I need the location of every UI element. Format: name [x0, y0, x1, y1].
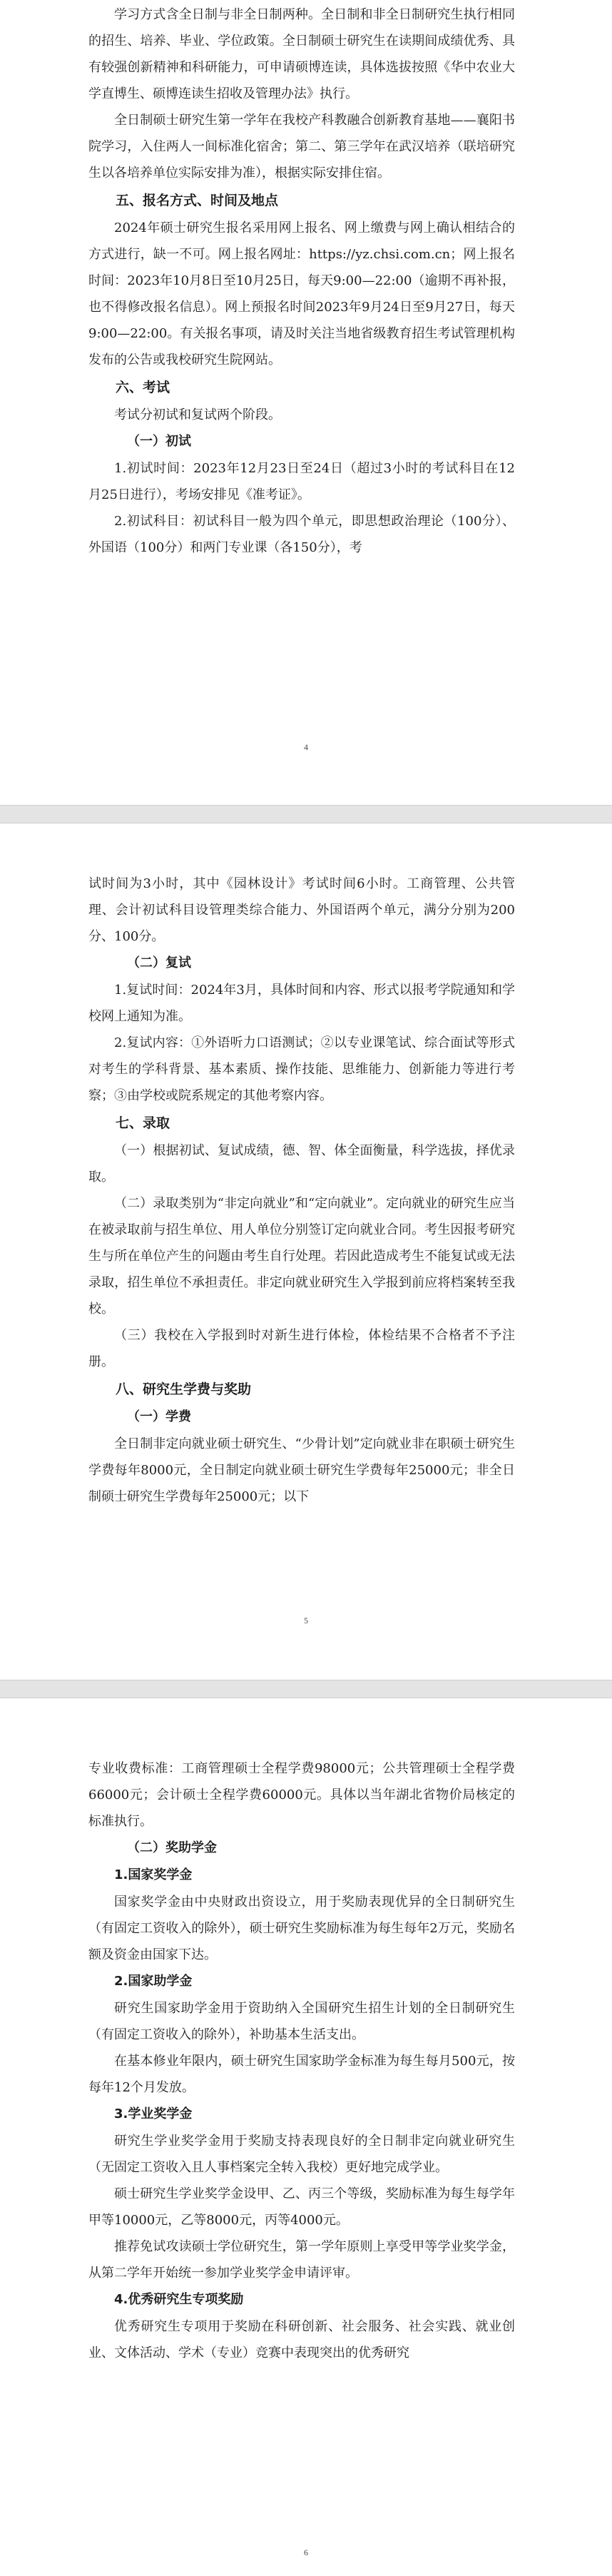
section-heading-exam: 六、考试: [116, 380, 170, 395]
paragraph: 推荐免试攻读硕士学位研究生，第一学年原则上享受甲等学业奖学金，从第二学年开始统一参加学业奖学金申请评审。: [88, 2239, 515, 2281]
paragraph: （二）录取类别为“非定向就业”和“定向就业”。定向就业的研究生应当在被录取前与招生单位、用人单位分别签订定向就业合同。考生因报考研究生与所在单位产生的问题由考生自行处理。若因此造成考生不能复试或无法录取，招生单位不承担责任。非定向就业研究生入学报到前应将档案转至我校。: [88, 1196, 515, 1317]
subsection-heading-retest: （二）复试: [127, 955, 191, 970]
paragraph: 专业收费标准：工商管理硕士全程学费98000元；公共管理硕士全程学费66000元；会计硕士全程学费60000元。具体以当年湖北省物价局核定的标准执行。: [88, 1761, 515, 1829]
paragraph: 研究生学业奖学金用于奖励支持表现良好的全日制非定向就业研究生（无固定工资收入且人事档案完全转入我校）更好地完成学业。: [88, 2134, 515, 2175]
document-page-6: [0, 1698, 612, 2576]
paragraph: 考试分初试和复试两个阶段。: [114, 407, 281, 422]
paragraph: 硕士研究生学业奖学金设甲、乙、丙三个等级，奖励标准为每生每学年甲等10000元，乙等8000元，丙等4000元。: [88, 2186, 515, 2228]
section-heading-registration: 五、报名方式、时间及地点: [116, 193, 279, 208]
page-number: 4: [304, 742, 308, 752]
paragraph: 1.初试时间：2023年12月23日至24日（超过3小时的考试科目在12月25日进行），考场安排见《准考证》。: [88, 461, 515, 502]
paragraph: 优秀研究生专项用于奖励在科研创新、社会服务、社会实践、就业创业、文体活动、学术（专业）竞赛中表现突出的优秀研究: [88, 2319, 515, 2361]
document-page-4: [0, 0, 612, 805]
page-content: [88, 0, 515, 561]
paragraph: 2.初试科目：初试科目一般为四个单元，即思想政治理论（100分）、外国语（100分）和两门专业课（各150分），考: [88, 514, 515, 555]
page-content: [88, 1698, 515, 2366]
paragraph: 2024年硕士研究生报名采用网上报名、网上缴费与网上确认相结合的方式进行，缺一不可。网上报名网址：https://yz.chsi.com.cn；网上报名时间：2023年10月8日至10月25日，每天9:00—22:00（逾期不再补报，也不得修改报名信息）。网上预报名时间2023年9月24日至9月27日，每天9:00—22:00。有关报名事项，请及时关注当地省级教育招生考试管理机构发布的公告或我校研究生院网站。: [88, 220, 515, 367]
paragraph: 2.复试内容：①外语听力口语测试；②以专业课笔试、综合面试等形式对考生的学科背景、基本素质、操作技能、思维能力、创新能力等进行考察；③由学校或院系规定的其他考察内容。: [88, 1035, 515, 1103]
paragraph: 试时间为3小时，其中《园林设计》考试时间6小时。工商管理、公共管理、会计初试科目设管理类综合能力、外国语两个单元，满分分别为200分、100分。: [88, 876, 515, 944]
paragraph: 研究生国家助学金用于资助纳入全国研究生招生计划的全日制研究生（有固定工资收入的除外），补助基本生活支出。: [88, 2001, 515, 2042]
paragraph: 1.复试时间：2024年3月，具体时间和内容、形式以报考学院通知和学校网上通知为准。: [88, 983, 515, 1024]
item-heading-special-award: 4.优秀研究生专项奖励: [114, 2292, 244, 2307]
paragraph: （一）根据初试、复试成绩，德、智、体全面衡量，科学选拔，择优录取。: [88, 1143, 515, 1185]
section-heading-admission: 七、录取: [116, 1115, 170, 1131]
paragraph: 国家奖学金由中央财政出资设立，用于奖励表现优异的全日制研究生（有固定工资收入的除外），硕士研究生奖励标准为每生每年2万元，奖励名额及资金由国家下达。: [88, 1895, 515, 1962]
section-heading-tuition-aid: 八、研究生学费与奖助: [116, 1381, 252, 1397]
page-number: 5: [304, 1616, 308, 1626]
subsection-heading-tuition: （一）学费: [127, 1409, 191, 1424]
paragraph: 学习方式含全日制与非全日制两种。全日制和非全日制研究生执行相同的招生、培养、毕业、学位政策。全日制硕士研究生在读期间成绩优秀、具有较强创新精神和科研能力，可申请硕博连读，具体选拔按照《华中农业大学直博生、硕博连读生招收及管理办法》执行。: [88, 7, 515, 101]
subsection-heading-scholarships: （二）奖助学金: [127, 1840, 217, 1855]
item-heading-national-grant: 2.国家助学金: [114, 1974, 193, 1989]
paragraph: 全日制非定向就业硕士研究生、“少骨计划”定向就业非在职硕士研究生学费每年8000元，全日制定向就业硕士研究生学费每年25000元；非全日制硕士研究生学费每年25000元；以下: [88, 1436, 515, 1504]
paragraph: （三）我校在入学报到时对新生进行体检，体检结果不合格者不予注册。: [88, 1328, 515, 1369]
page-separator: [0, 805, 612, 823]
page-number: 6: [304, 2547, 308, 2557]
page-content: [88, 823, 515, 1510]
item-heading-national-scholarship: 1.国家奖学金: [114, 1867, 193, 1882]
paragraph: 全日制硕士研究生第一学年在我校产科教融合创新教育基地——襄阳书院学习，入住两人一间标准化宿舍；第二、第三学年在武汉培养（联培研究生以各培养单位实际安排为准），根据实际安排住宿。: [88, 113, 515, 181]
item-heading-academic-scholarship: 3.学业奖学金: [114, 2106, 193, 2121]
subsection-heading-preliminary: （一）初试: [127, 434, 191, 449]
document-page-5: [0, 823, 612, 1680]
paragraph: 在基本修业年限内，硕士研究生国家助学金标准为每生每月500元，按每年12个月发放。: [88, 2054, 515, 2095]
page-separator: [0, 1680, 612, 1698]
